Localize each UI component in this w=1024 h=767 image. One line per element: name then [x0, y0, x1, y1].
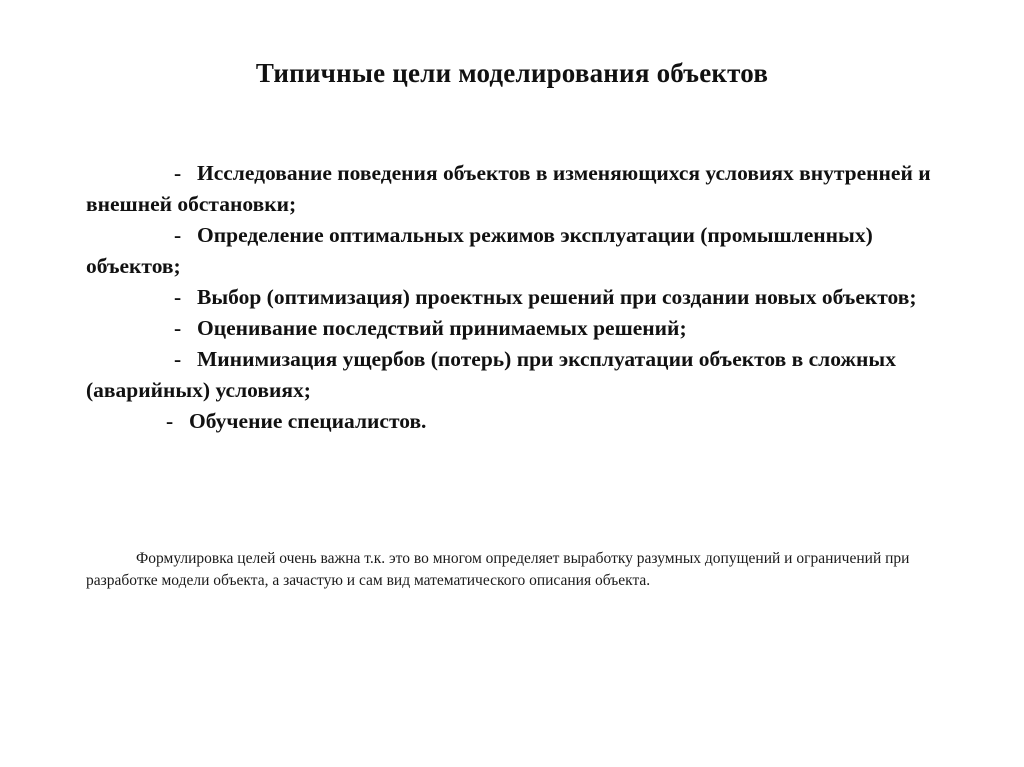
footnote-paragraph: Формулировка целей очень важна т.к. это во многом определяет выработку разумных допущений и ограничений при разработке модели объекта, а зачастую и сам вид математического описания объекта. — [86, 550, 910, 589]
bullet-dash: - — [166, 409, 174, 433]
goal-item — [86, 158, 946, 220]
bullet-dash: - — [174, 285, 182, 309]
goal-text: Обучение специалистов. — [189, 409, 427, 433]
goal-item — [86, 313, 946, 344]
goal-text: Исследование поведения объектов в изменяющихся условиях внутренней и внешней обстановки; — [86, 161, 931, 216]
bullet-dash: - — [174, 316, 182, 340]
goals-list — [86, 158, 946, 437]
goal-text: Оценивание последствий принимаемых решений; — [197, 316, 687, 340]
bullet-dash: - — [174, 347, 182, 371]
bullet-dash: - — [174, 223, 182, 247]
goal-text: Минимизация ущербов (потерь) при эксплуатации объектов в сложных (аварийных) условиях; — [86, 347, 896, 402]
goal-text: Определение оптимальных режимов эксплуатации (промышленных) объектов; — [86, 223, 873, 278]
slide-title: Типичные цели моделирования объектов — [255, 58, 769, 88]
goal-item — [86, 282, 946, 313]
goal-text: Выбор (оптимизация) проектных решений при создании новых объектов; — [197, 285, 917, 309]
goal-item — [86, 220, 946, 282]
goal-item — [86, 406, 946, 437]
goal-item — [86, 344, 946, 406]
bullet-dash: - — [174, 161, 182, 185]
